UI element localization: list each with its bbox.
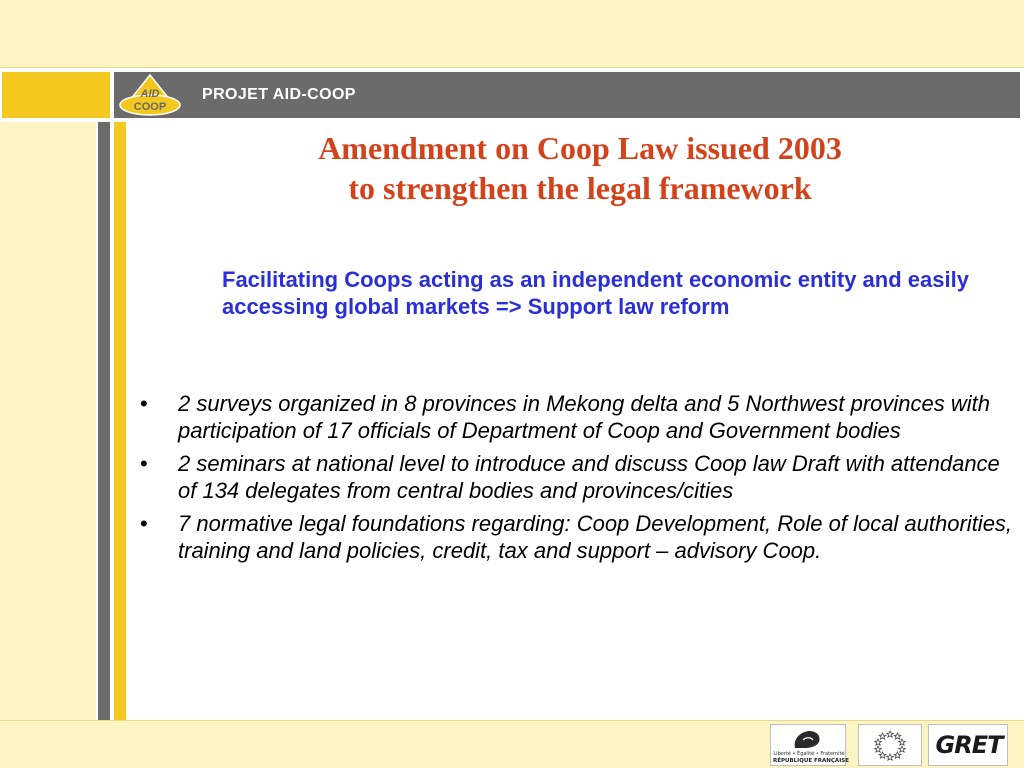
logo-text-aid: AID	[140, 88, 160, 100]
bullet-list	[140, 390, 1020, 570]
aid-coop-logo	[114, 72, 192, 118]
aid-coop-logo-icon	[114, 72, 192, 118]
gret-logo-text: GRET	[935, 731, 1003, 759]
header-bar	[0, 70, 1024, 120]
bullet-text: 2 seminars at national level to introduce and discuss Coop law Draft with attendance of 134 delegates from central bodies and provinces/cities	[178, 451, 1000, 503]
left-stripe-gray	[98, 122, 110, 720]
top-band	[0, 0, 1024, 68]
bullet-item	[140, 510, 1020, 564]
bullet-text: 7 normative legal foundations regarding: Coop Development, Role of local authorities, training and land policies, credit, tax and support – advisory Coop.	[178, 511, 1013, 563]
eu-logo	[858, 724, 922, 766]
slide-subtitle: Facilitating Coops acting as an independent economic entity and easily accessing global markets => Support law reform	[222, 267, 969, 319]
eu-stars-icon	[859, 725, 921, 765]
bullet-item	[140, 450, 1020, 504]
left-band	[0, 122, 96, 720]
rf-motto: Liberté • Égalité • Fraternité	[773, 751, 845, 757]
slide-title-line1: Amendment on Coop Law issued 2003	[318, 130, 842, 166]
bullet-item	[140, 390, 1020, 444]
logo-text-coop: COOP	[133, 101, 167, 113]
rf-name: RÉPUBLIQUE FRANÇAISE	[773, 758, 849, 764]
slide-title-line2: to strengthen the legal framework	[348, 170, 812, 206]
header-yellow-block	[2, 72, 110, 118]
project-title: PROJET AID-COOP	[202, 86, 356, 103]
republique-francaise-logo	[770, 724, 849, 766]
bullet-dot-icon: •	[140, 511, 148, 536]
slide-title	[140, 128, 1020, 208]
gret-logo	[928, 724, 1008, 766]
bullet-dot-icon: •	[140, 391, 148, 416]
bullet-dot-icon: •	[140, 451, 148, 476]
bullet-text: 2 surveys organized in 8 provinces in Mekong delta and 5 Northwest provinces with participation of 17 officials of Department of Coop and Government bodies	[178, 391, 990, 443]
marianne-icon	[775, 728, 841, 750]
left-stripe-yellow	[114, 122, 126, 720]
